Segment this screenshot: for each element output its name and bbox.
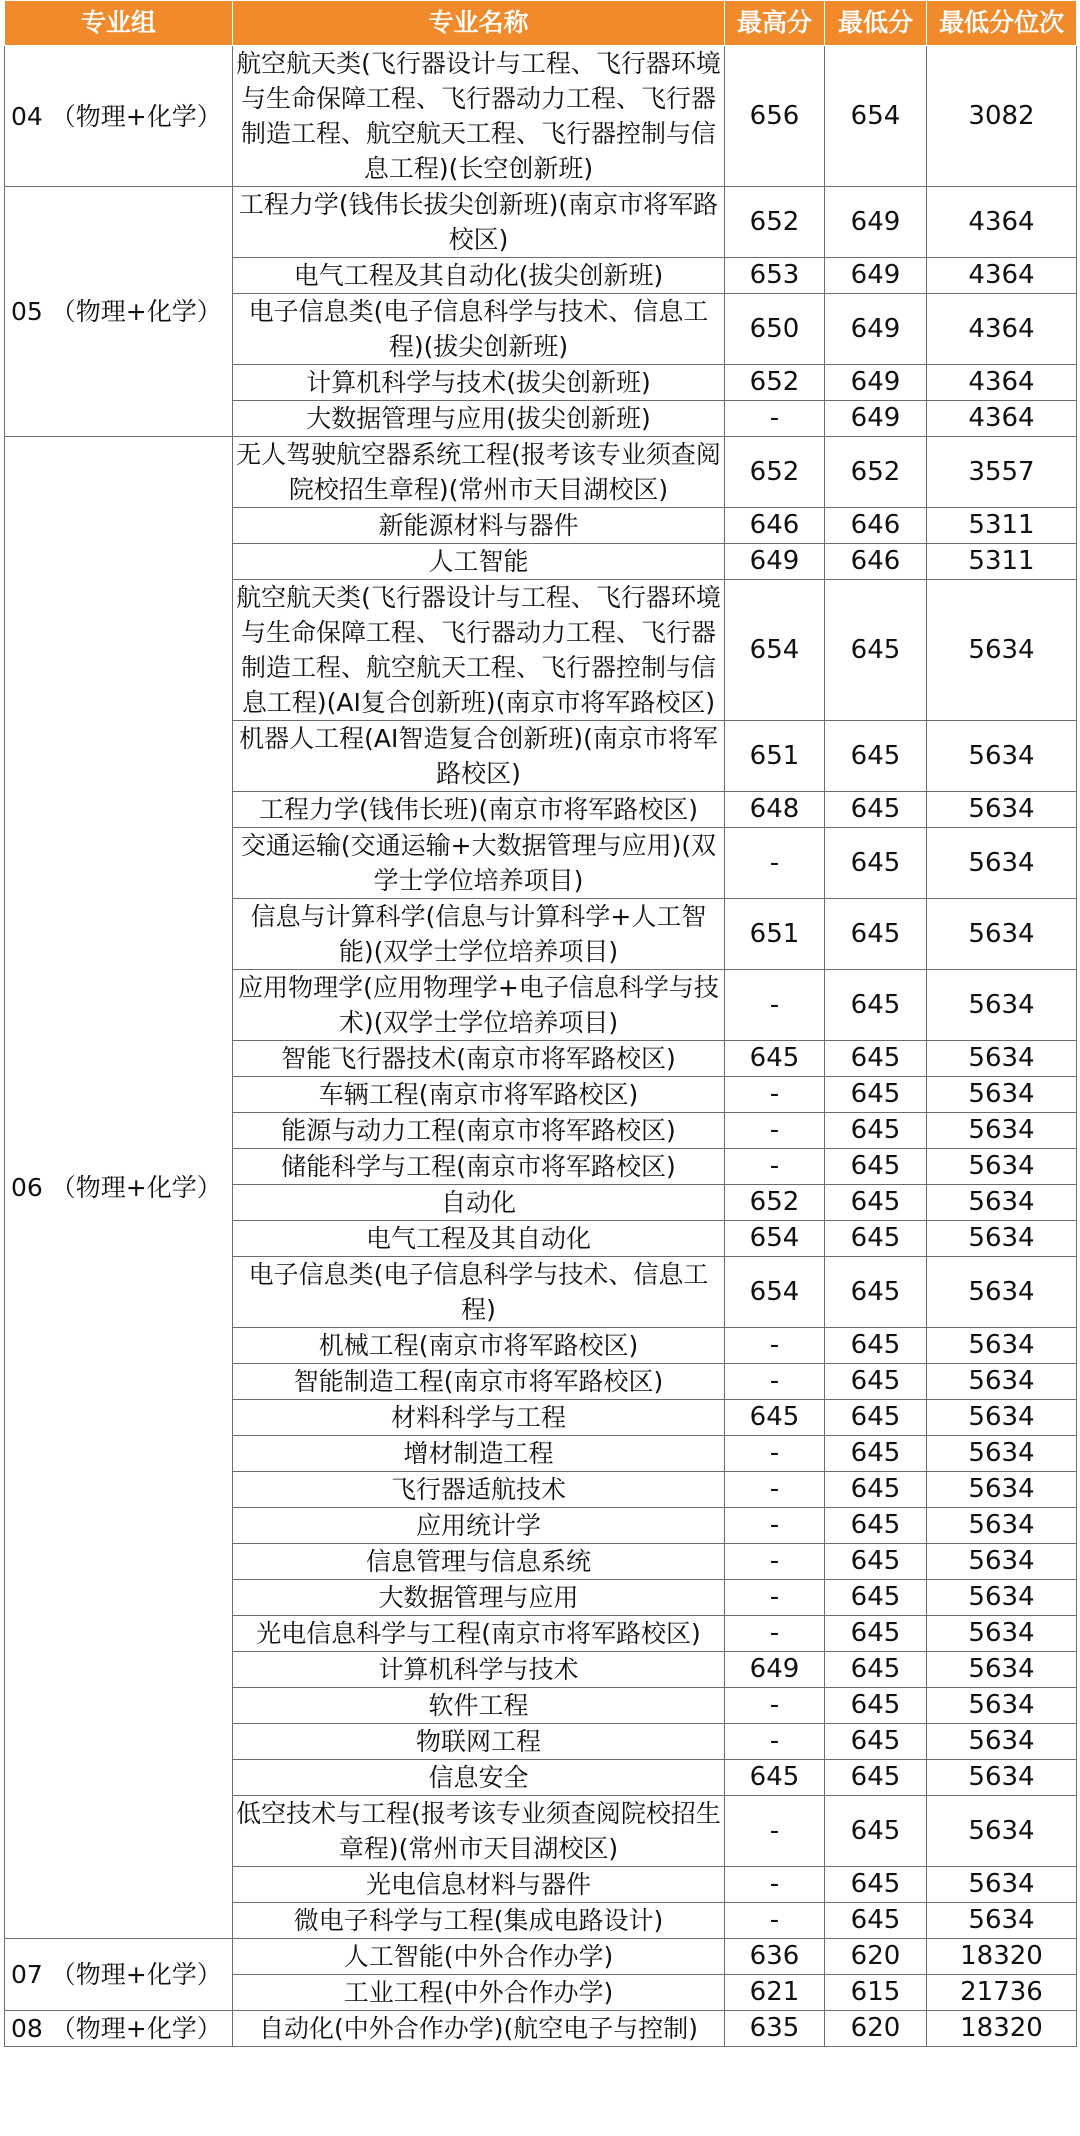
max-score-cell: 651 (725, 721, 825, 792)
major-name-cell: 工程力学(钱伟长班)(南京市将军路校区) (233, 792, 725, 828)
min-score-cell: 645 (825, 1185, 927, 1221)
min-score-cell: 645 (825, 1760, 927, 1796)
max-score-cell: - (725, 1616, 825, 1652)
major-name-cell: 机械工程(南京市将军路校区) (233, 1328, 725, 1364)
min-rank-cell: 5634 (927, 1149, 1077, 1185)
max-score-cell: 645 (725, 1760, 825, 1796)
admission-score-table (4, 0, 1077, 2047)
max-score-cell: - (725, 1544, 825, 1580)
min-rank-cell: 5311 (927, 508, 1077, 544)
min-score-cell: 645 (825, 1472, 927, 1508)
major-name-cell: 信息管理与信息系统 (233, 1544, 725, 1580)
major-name-cell: 大数据管理与应用(拔尖创新班) (233, 401, 725, 437)
column-header-min-rank: 最低分位次 (927, 1, 1077, 46)
major-name-cell: 光电信息科学与工程(南京市将军路校区) (233, 1616, 725, 1652)
major-name-cell: 新能源材料与器件 (233, 508, 725, 544)
min-score-cell: 645 (825, 1508, 927, 1544)
min-rank-cell: 5634 (927, 580, 1077, 721)
min-rank-cell: 5634 (927, 1544, 1077, 1580)
min-score-cell: 645 (825, 1616, 927, 1652)
min-rank-cell: 5634 (927, 1724, 1077, 1760)
min-score-cell: 649 (825, 258, 927, 294)
major-name-cell: 自动化(中外合作办学)(航空电子与控制) (233, 2011, 725, 2047)
group-cell: 07 （物理+化学） (5, 1939, 233, 2011)
major-name-cell: 增材制造工程 (233, 1436, 725, 1472)
min-rank-cell: 4364 (927, 258, 1077, 294)
max-score-cell: - (725, 1328, 825, 1364)
major-name-cell: 计算机科学与技术 (233, 1652, 725, 1688)
min-score-cell: 645 (825, 580, 927, 721)
min-rank-cell: 5634 (927, 1472, 1077, 1508)
min-rank-cell: 5634 (927, 1760, 1077, 1796)
min-rank-cell: 18320 (927, 1939, 1077, 1975)
major-name-cell: 软件工程 (233, 1688, 725, 1724)
max-score-cell: 652 (725, 365, 825, 401)
column-header-min-score: 最低分 (825, 1, 927, 46)
min-score-cell: 649 (825, 187, 927, 258)
max-score-cell: 656 (725, 46, 825, 187)
major-name-cell: 智能飞行器技术(南京市将军路校区) (233, 1041, 725, 1077)
min-score-cell: 645 (825, 1113, 927, 1149)
min-score-cell: 645 (825, 1688, 927, 1724)
min-rank-cell: 5634 (927, 1185, 1077, 1221)
min-score-cell: 652 (825, 437, 927, 508)
max-score-cell: 645 (725, 1041, 825, 1077)
min-rank-cell: 5634 (927, 1616, 1077, 1652)
major-name-cell: 信息安全 (233, 1760, 725, 1796)
max-score-cell: 635 (725, 2011, 825, 2047)
min-rank-cell: 5634 (927, 1508, 1077, 1544)
min-rank-cell: 5634 (927, 792, 1077, 828)
min-rank-cell: 5634 (927, 1257, 1077, 1328)
major-name-cell: 智能制造工程(南京市将军路校区) (233, 1364, 725, 1400)
major-name-cell: 无人驾驶航空器系统工程(报考该专业须查阅院校招生章程)(常州市天目湖校区) (233, 437, 725, 508)
max-score-cell: 621 (725, 1975, 825, 2011)
max-score-cell: 646 (725, 508, 825, 544)
min-rank-cell: 5634 (927, 1328, 1077, 1364)
min-rank-cell: 5634 (927, 828, 1077, 899)
min-score-cell: 645 (825, 1364, 927, 1400)
min-score-cell: 645 (825, 1221, 927, 1257)
min-rank-cell: 4364 (927, 187, 1077, 258)
max-score-cell: - (725, 1436, 825, 1472)
min-rank-cell: 5634 (927, 1688, 1077, 1724)
score-table-container (4, 0, 1076, 2047)
major-name-cell: 航空航天类(飞行器设计与工程、飞行器环境与生命保障工程、飞行器动力工程、飞行器制造工程、航空航天工程、飞行器控制与信息工程)(AI复合创新班)(南京市将军路校区) (233, 580, 725, 721)
max-score-cell: - (725, 828, 825, 899)
min-rank-cell: 5634 (927, 1436, 1077, 1472)
min-score-cell: 645 (825, 1796, 927, 1867)
min-rank-cell: 5634 (927, 1903, 1077, 1939)
major-name-cell: 工程力学(钱伟长拔尖创新班)(南京市将军路校区) (233, 187, 725, 258)
table-row (5, 1939, 1077, 1975)
min-score-cell: 645 (825, 1400, 927, 1436)
min-rank-cell: 21736 (927, 1975, 1077, 2011)
major-name-cell: 能源与动力工程(南京市将军路校区) (233, 1113, 725, 1149)
max-score-cell: 653 (725, 258, 825, 294)
major-name-cell: 电气工程及其自动化 (233, 1221, 725, 1257)
min-rank-cell: 5634 (927, 1077, 1077, 1113)
max-score-cell: 651 (725, 899, 825, 970)
min-rank-cell: 5634 (927, 1580, 1077, 1616)
major-name-cell: 车辆工程(南京市将军路校区) (233, 1077, 725, 1113)
major-name-cell: 计算机科学与技术(拔尖创新班) (233, 365, 725, 401)
max-score-cell: 649 (725, 544, 825, 580)
table-row (5, 437, 1077, 508)
group-cell: 08 （物理+化学） (5, 2011, 233, 2047)
major-name-cell: 材料科学与工程 (233, 1400, 725, 1436)
max-score-cell: 648 (725, 792, 825, 828)
major-name-cell: 应用统计学 (233, 1508, 725, 1544)
min-score-cell: 645 (825, 1436, 927, 1472)
max-score-cell: - (725, 1472, 825, 1508)
min-rank-cell: 5634 (927, 721, 1077, 792)
min-rank-cell: 4364 (927, 401, 1077, 437)
max-score-cell: - (725, 1796, 825, 1867)
major-name-cell: 低空技术与工程(报考该专业须查阅院校招生章程)(常州市天目湖校区) (233, 1796, 725, 1867)
max-score-cell: 654 (725, 580, 825, 721)
major-name-cell: 人工智能(中外合作办学) (233, 1939, 725, 1975)
min-rank-cell: 5634 (927, 1796, 1077, 1867)
max-score-cell: 645 (725, 1400, 825, 1436)
max-score-cell: - (725, 1364, 825, 1400)
major-name-cell: 信息与计算科学(信息与计算科学+人工智能)(双学士学位培养项目) (233, 899, 725, 970)
max-score-cell: - (725, 970, 825, 1041)
min-score-cell: 645 (825, 721, 927, 792)
min-rank-cell: 5634 (927, 1400, 1077, 1436)
min-score-cell: 645 (825, 1652, 927, 1688)
min-rank-cell: 5634 (927, 1867, 1077, 1903)
min-score-cell: 645 (825, 1041, 927, 1077)
min-rank-cell: 5634 (927, 1652, 1077, 1688)
max-score-cell: 654 (725, 1221, 825, 1257)
max-score-cell: 650 (725, 294, 825, 365)
table-row (5, 2011, 1077, 2047)
table-row (5, 46, 1077, 187)
major-name-cell: 电子信息类(电子信息科学与技术、信息工程)(拔尖创新班) (233, 294, 725, 365)
min-rank-cell: 5634 (927, 1221, 1077, 1257)
major-name-cell: 微电子科学与工程(集成电路设计) (233, 1903, 725, 1939)
max-score-cell: - (725, 1724, 825, 1760)
min-score-cell: 645 (825, 792, 927, 828)
header-row (5, 1, 1077, 46)
table-row (5, 187, 1077, 258)
major-name-cell: 工业工程(中外合作办学) (233, 1975, 725, 2011)
max-score-cell: - (725, 1867, 825, 1903)
min-score-cell: 645 (825, 1544, 927, 1580)
min-rank-cell: 5311 (927, 544, 1077, 580)
max-score-cell: 654 (725, 1257, 825, 1328)
max-score-cell: - (725, 1580, 825, 1616)
major-name-cell: 自动化 (233, 1185, 725, 1221)
min-score-cell: 649 (825, 294, 927, 365)
min-score-cell: 620 (825, 2011, 927, 2047)
min-score-cell: 646 (825, 508, 927, 544)
max-score-cell: 649 (725, 1652, 825, 1688)
min-score-cell: 645 (825, 899, 927, 970)
min-score-cell: 645 (825, 828, 927, 899)
major-name-cell: 机器人工程(AI智造复合创新班)(南京市将军路校区) (233, 721, 725, 792)
min-score-cell: 645 (825, 1077, 927, 1113)
max-score-cell: - (725, 1149, 825, 1185)
major-name-cell: 交通运输(交通运输+大数据管理与应用)(双学士学位培养项目) (233, 828, 725, 899)
min-score-cell: 645 (825, 970, 927, 1041)
min-rank-cell: 4364 (927, 294, 1077, 365)
max-score-cell: 636 (725, 1939, 825, 1975)
max-score-cell: - (725, 1508, 825, 1544)
major-name-cell: 储能科学与工程(南京市将军路校区) (233, 1149, 725, 1185)
column-header-group: 专业组 (5, 1, 233, 46)
max-score-cell: - (725, 401, 825, 437)
major-name-cell: 人工智能 (233, 544, 725, 580)
max-score-cell: - (725, 1688, 825, 1724)
major-name-cell: 物联网工程 (233, 1724, 725, 1760)
column-header-max-score: 最高分 (725, 1, 825, 46)
min-score-cell: 649 (825, 401, 927, 437)
min-score-cell: 620 (825, 1939, 927, 1975)
major-name-cell: 电气工程及其自动化(拔尖创新班) (233, 258, 725, 294)
column-header-major: 专业名称 (233, 1, 725, 46)
min-score-cell: 615 (825, 1975, 927, 2011)
min-rank-cell: 18320 (927, 2011, 1077, 2047)
major-name-cell: 航空航天类(飞行器设计与工程、飞行器环境与生命保障工程、飞行器动力工程、飞行器制造工程、航空航天工程、飞行器控制与信息工程)(长空创新班) (233, 46, 725, 187)
major-name-cell: 应用物理学(应用物理学+电子信息科学与技术)(双学士学位培养项目) (233, 970, 725, 1041)
major-name-cell: 飞行器适航技术 (233, 1472, 725, 1508)
min-rank-cell: 5634 (927, 1364, 1077, 1400)
min-rank-cell: 3557 (927, 437, 1077, 508)
group-cell: 04 （物理+化学） (5, 46, 233, 187)
min-rank-cell: 3082 (927, 46, 1077, 187)
min-rank-cell: 5634 (927, 970, 1077, 1041)
min-score-cell: 646 (825, 544, 927, 580)
major-name-cell: 电子信息类(电子信息科学与技术、信息工程) (233, 1257, 725, 1328)
min-score-cell: 645 (825, 1580, 927, 1616)
max-score-cell: - (725, 1113, 825, 1149)
max-score-cell: - (725, 1903, 825, 1939)
min-score-cell: 645 (825, 1328, 927, 1364)
max-score-cell: 652 (725, 1185, 825, 1221)
min-score-cell: 645 (825, 1903, 927, 1939)
major-name-cell: 光电信息材料与器件 (233, 1867, 725, 1903)
max-score-cell: 652 (725, 187, 825, 258)
min-rank-cell: 5634 (927, 1113, 1077, 1149)
table-body (5, 46, 1077, 2047)
min-score-cell: 645 (825, 1149, 927, 1185)
min-rank-cell: 4364 (927, 365, 1077, 401)
min-score-cell: 645 (825, 1724, 927, 1760)
max-score-cell: - (725, 1077, 825, 1113)
min-rank-cell: 5634 (927, 1041, 1077, 1077)
group-cell: 05 （物理+化学） (5, 187, 233, 437)
min-score-cell: 645 (825, 1257, 927, 1328)
min-score-cell: 645 (825, 1867, 927, 1903)
min-rank-cell: 5634 (927, 899, 1077, 970)
group-cell: 06 （物理+化学） (5, 437, 233, 1939)
table-header (5, 1, 1077, 46)
max-score-cell: 652 (725, 437, 825, 508)
min-score-cell: 649 (825, 365, 927, 401)
min-score-cell: 654 (825, 46, 927, 187)
major-name-cell: 大数据管理与应用 (233, 1580, 725, 1616)
